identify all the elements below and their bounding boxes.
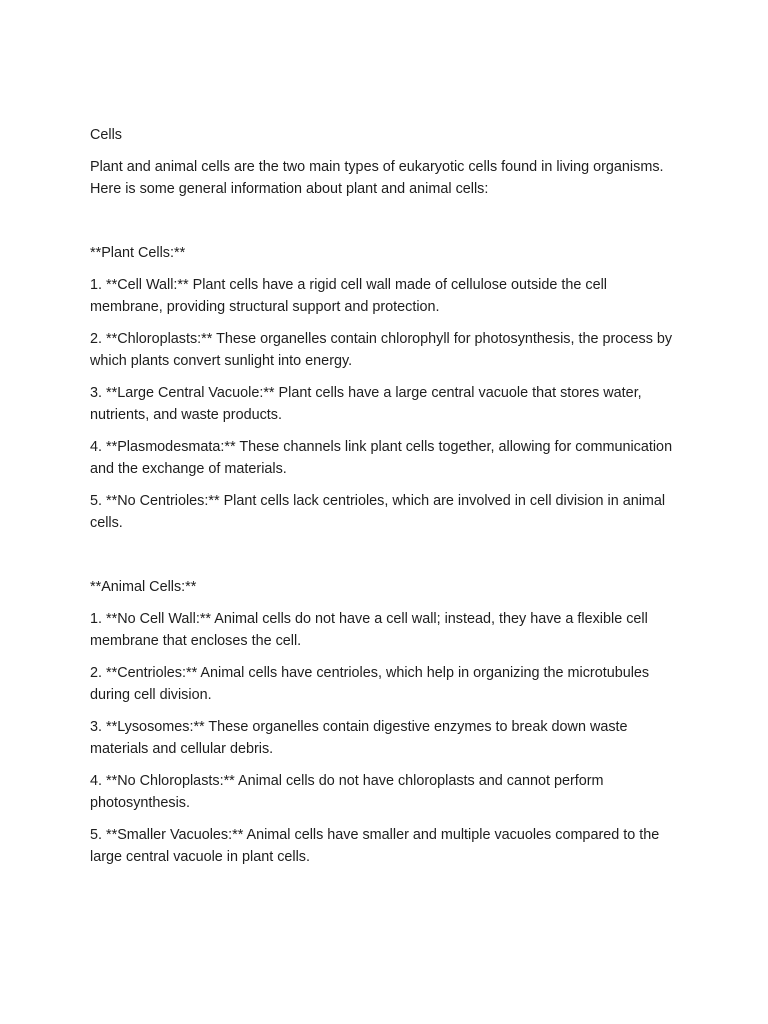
animal-item-centrioles: 2. **Centrioles:** Animal cells have centrioles, which help in organizing the microtubules during cell division.	[90, 665, 650, 703]
plant-cells-heading: **Plant Cells:**	[90, 245, 186, 261]
plant-item-chloroplasts: 2. **Chloroplasts:** These organelles contain chlorophyll for photosynthesis, the process by which plants convert sunlight into energy.	[90, 331, 673, 369]
animal-item-lysosomes: 3. **Lysosomes:** These organelles contain digestive enzymes to break down waste materials and cellular debris.	[90, 719, 628, 757]
plant-item-cell-wall: 1. **Cell Wall:** Plant cells have a rigid cell wall made of cellulose outside the cell membrane, providing structural support and protection.	[90, 277, 607, 315]
intro-paragraph: Plant and animal cells are the two main types of eukaryotic cells found in living organisms. Here is some general information about plant and animal cells:	[90, 159, 664, 197]
animal-cells-heading: **Animal Cells:**	[90, 579, 197, 595]
animal-item-no-chloroplasts: 4. **No Chloroplasts:** Animal cells do not have chloroplasts and cannot perform photosynthesis.	[90, 773, 604, 811]
plant-item-plasmodesmata: 4. **Plasmodesmata:** These channels link plant cells together, allowing for communication and the exchange of materials.	[90, 439, 673, 477]
plant-item-central-vacuole: 3. **Large Central Vacuole:** Plant cells have a large central vacuole that stores water, nutrients, and waste products.	[90, 385, 642, 423]
animal-item-no-cell-wall: 1. **No Cell Wall:** Animal cells do not have a cell wall; instead, they have a flexible cell membrane that encloses the cell.	[90, 611, 648, 649]
plant-item-no-centrioles: 5. **No Centrioles:** Plant cells lack centrioles, which are involved in cell division in animal cells.	[90, 493, 666, 531]
animal-item-smaller-vacuoles: 5. **Smaller Vacuoles:** Animal cells have smaller and multiple vacuoles compared to the large central vacuole in plant cells.	[90, 827, 660, 865]
document-title: Cells	[90, 127, 122, 143]
document-page	[90, 124, 682, 878]
